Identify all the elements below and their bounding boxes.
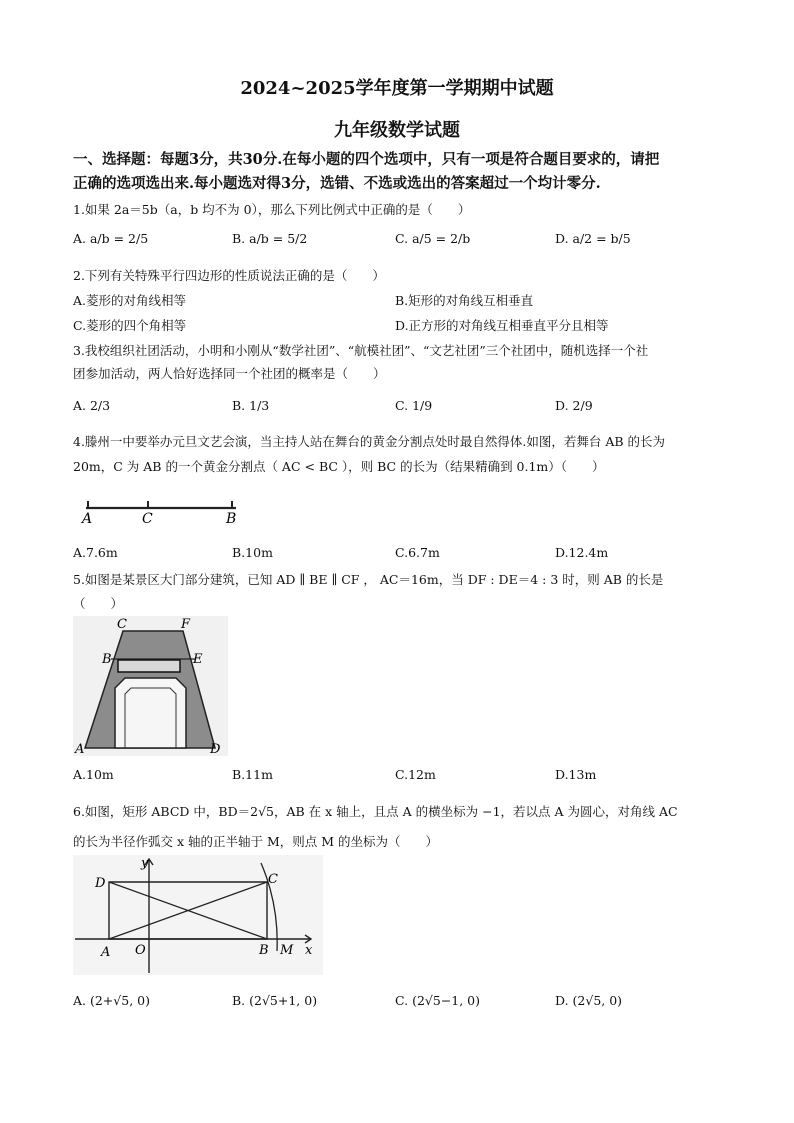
question-4-option-c: C.6.7m: [395, 545, 440, 560]
question-4-option-d: D.12.4m: [555, 545, 609, 560]
q5-label-c: C: [117, 617, 127, 632]
q6-label-c: C: [268, 872, 278, 887]
q6-label-d: D: [95, 876, 106, 891]
question-5-stem-line1: 5.如图是某景区大门部分建筑，已知 AD ∥ BE ∥ CF ， AC＝16m，当 DF : DE＝4 : 3 时，则 AB 的长是: [73, 572, 664, 587]
question-1-option-b: B. a/b = 5/2: [232, 231, 308, 246]
q5-label-a: A: [75, 742, 85, 756]
question-6-figure: [73, 855, 323, 975]
question-5-option-b: B.11m: [232, 767, 273, 782]
question-5-option-d: D.13m: [555, 767, 597, 782]
question-6-option-b: B. (2√5+1, 0): [232, 993, 318, 1008]
question-2-option-c: C.菱形的四个角相等: [73, 318, 187, 333]
question-4-figure: [78, 488, 248, 528]
question-4-stem-line1: 4.滕州一中要举办元旦文艺会演，当主持人站在舞台的黄金分割点处时最自然得体.如图，若舞台 AB 的长为: [73, 434, 666, 449]
q4-label-a: A: [82, 511, 93, 527]
section-instructions-line1: 一、选择题：每题3分，共30分.在每小题的四个选项中，只有一项是符合题目要求的，请把: [73, 151, 660, 168]
question-1-option-a: A. a/b = 2/5: [73, 231, 149, 246]
question-2-option-a: A.菱形的对角线相等: [73, 293, 187, 308]
exam-subtitle: 九年级数学试题: [334, 120, 460, 141]
question-4-option-a: A.7.6m: [73, 545, 118, 560]
question-2-stem: 2.下列有关特殊平行四边形的性质说法正确的是（ ）: [73, 268, 385, 283]
question-6-option-a: A. (2+√5, 0): [73, 993, 150, 1008]
question-3-option-c: C. 1/9: [395, 398, 433, 413]
q6-label-b: B: [259, 943, 269, 958]
question-1-stem: 1.如果 2a＝5b（a，b 均不为 0），那么下列比例式中正确的是（ ）: [73, 202, 471, 217]
section-instructions-line2: 正确的选项选出来.每小题选对得3分，选错、不选或选出的答案超过一个均计零分.: [73, 175, 601, 192]
question-3-stem-line1: 3.我校组织社团活动，小明和小刚从“数学社团”、“航模社团”、“文艺社团”三个社团中，随机选择一个社: [73, 343, 649, 358]
question-5-figure: [73, 616, 228, 756]
q6-label-a: A: [101, 945, 111, 960]
question-3-option-a: A. 2/3: [73, 398, 111, 413]
question-5-option-c: C.12m: [395, 767, 436, 782]
question-6-option-d: D. (2√5, 0): [555, 993, 623, 1008]
question-2-option-d: D.正方形的对角线互相垂直平分且相等: [395, 318, 609, 333]
q6-label-x: x: [305, 943, 313, 958]
q5-label-f: F: [181, 617, 191, 632]
q5-label-e: E: [193, 652, 203, 667]
question-1-option-c: C. a/5 = 2/b: [395, 231, 471, 246]
question-6-option-c: C. (2√5−1, 0): [395, 993, 481, 1008]
q5-label-b: B: [102, 652, 112, 667]
exam-title: 2024~2025学年度第一学期期中试题: [240, 78, 554, 99]
q5-label-d: D: [210, 742, 221, 756]
q4-label-b: B: [226, 511, 237, 527]
question-3-option-d: D. 2/9: [555, 398, 593, 413]
q6-label-m: M: [280, 943, 294, 958]
question-5-stem-line2: （ ）: [73, 596, 124, 611]
question-3-stem-line2: 团参加活动，两人恰好选择同一个社团的概率是（ ）: [73, 366, 386, 381]
question-6-stem-line1: 6.如图，矩形 ABCD 中，BD＝2√5，AB 在 x 轴上，且点 A 的横坐标为 −1，若以点 A 为圆心，对角线 AC: [73, 804, 678, 819]
question-5-option-a: A.10m: [73, 767, 114, 782]
question-1-option-d: D. a/2 = b/5: [555, 231, 631, 246]
question-4-option-b: B.10m: [232, 545, 273, 560]
question-4-stem-line2: 20m，C 为 AB 的一个黄金分割点（ AC < BC ），则 BC 的长为（结果精确到 0.1m）（ ）: [73, 459, 605, 474]
q6-label-y: y: [141, 856, 149, 871]
question-6-stem-line2: 的长为半径作弧交 x 轴的正半轴于 M，则点 M 的坐标为（ ）: [73, 834, 439, 849]
question-3-option-b: B. 1/3: [232, 398, 270, 413]
question-2-option-b: B.矩形的对角线互相垂直: [395, 293, 534, 308]
q6-label-o: O: [135, 943, 146, 958]
q4-label-c: C: [142, 511, 153, 527]
